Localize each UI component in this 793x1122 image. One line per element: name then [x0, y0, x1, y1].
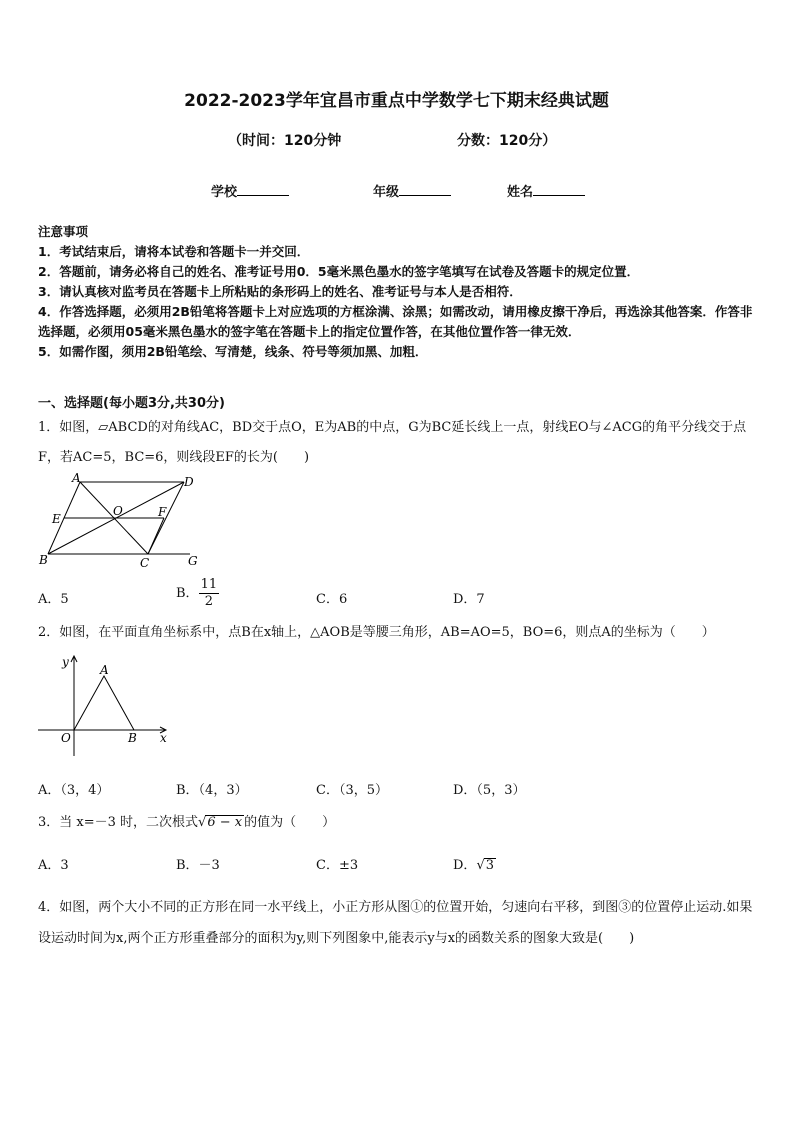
- q1-option-b-prefix: B．: [176, 586, 199, 601]
- fig2-label-a: A: [100, 663, 109, 677]
- fig1-label-e: E: [52, 512, 61, 526]
- fig2-label-x: x: [160, 731, 167, 745]
- q3-option-d[interactable]: [453, 854, 496, 873]
- exam-title: 2022-2023学年宜昌市重点中学数学七下期末经典试题: [184, 91, 609, 111]
- school-label: 学校: [211, 185, 238, 200]
- q2-option-b[interactable]: B．（4，3）: [176, 783, 248, 798]
- school-blank: [237, 182, 289, 196]
- question-1-figure: [36, 470, 206, 570]
- fig1-label-g: G: [188, 554, 198, 568]
- name-blank: [533, 182, 585, 196]
- notice-item-1: 1．考试结束后，请将本试卷和答题卡一并交回．: [38, 244, 310, 259]
- q3-option-d-radicand: 3: [485, 858, 495, 873]
- notice-item-3: 3．请认真核对监考员在答题卡上所粘贴的条形码上的姓名、准考证号与本人是否相符．: [38, 284, 522, 299]
- fig1-label-f: F: [158, 505, 167, 519]
- fig2-label-y: y: [62, 655, 69, 669]
- notice-item-5: 5．如需作图，须用2B铅笔绘、写清楚，线条、符号等须加黑、加粗．: [38, 344, 428, 359]
- notice-item-4: 4．作答选择题，必须用2B铅笔将答题卡上对应选项的方框涂满、涂黑；如需改动，请用橡皮擦干净后，再选涂其他答案．作答非选择题，必须用05毫米黑色墨水的签字笔在答题卡上的指定位置作答，在其他位置作答一律无效．: [38, 304, 753, 339]
- name-field: [507, 181, 585, 200]
- question-2-text: 2．如图，在平面直角坐标系中，点B在x轴上，△AOB是等腰三角形，AB=AO=5，BO=6，则点A的坐标为（ ）: [38, 625, 715, 640]
- grade-blank: [399, 182, 451, 196]
- grade-label: 年级: [373, 185, 400, 200]
- q2-option-d[interactable]: D．（5，3）: [453, 783, 526, 798]
- radical-sign-icon: √: [476, 858, 485, 873]
- question-1-text: 1．如图，▱ABCD的对角线AC，BD交于点O，E为AB的中点，G为BC延长线上一点，射线EO与∠ACG的角平分线交于点F，若AC=5，BC=6，则线段EF的长为( ): [38, 420, 747, 465]
- notice-item-2: 2．答题前，请务必将自己的姓名、准考证号用0．5毫米黑色墨水的签字笔填写在试卷及答题卡的规定位置．: [38, 264, 640, 279]
- q3-option-c[interactable]: C．±3: [316, 858, 359, 873]
- q1-option-d[interactable]: D．7: [453, 592, 485, 607]
- q3-option-a[interactable]: A．3: [38, 858, 69, 873]
- fig1-label-b: B: [39, 553, 48, 567]
- q3-radicand: 6 − x: [207, 815, 243, 830]
- grade-field: [373, 181, 451, 200]
- score-label: 分数：120分）: [457, 133, 557, 149]
- q1-option-b-numerator: 11: [200, 577, 218, 592]
- fig1-label-d: D: [184, 475, 194, 489]
- q3-text-before: 3．当 x=－3 时，二次根式: [38, 815, 199, 830]
- q1-option-a[interactable]: A．5: [38, 592, 69, 607]
- question-2-figure: [36, 648, 176, 758]
- fig2-label-o: O: [61, 731, 71, 745]
- fig1-label-c: C: [140, 556, 150, 570]
- q1-option-b[interactable]: [176, 577, 219, 610]
- q3-text-after: 的值为（ ）: [244, 815, 336, 830]
- notice-block: [38, 222, 760, 362]
- question-3-text: [38, 813, 763, 833]
- q3-option-b[interactable]: B．－3: [176, 858, 220, 873]
- notice-heading: 注意事项: [38, 224, 89, 239]
- time-label: （时间：120分钟: [228, 133, 342, 149]
- fig2-label-b: B: [128, 731, 137, 745]
- question-4-text: 4．如图，两个大小不同的正方形在同一水平线上，小正方形从图①的位置开始，匀速向右平移，到图③的位置停止运动.如果设运动时间为x,两个正方形重叠部分的面积为y,则下列图象中,能表示y与x的函数关系的图象大致是( ): [38, 900, 753, 946]
- q2-option-a[interactable]: A．（3，4）: [38, 783, 110, 798]
- section-heading-choice: 一、选择题(每小题3分,共30分): [38, 396, 225, 411]
- radical-sign-icon: √: [198, 815, 207, 830]
- fig1-label-o: O: [113, 504, 123, 518]
- q1-option-c[interactable]: C．6: [316, 592, 348, 607]
- school-field: [211, 181, 289, 200]
- q2-option-c[interactable]: C．（3，5）: [316, 783, 388, 798]
- name-label: 姓名: [507, 185, 534, 200]
- q1-option-b-denominator: 2: [204, 594, 213, 609]
- fig1-label-a: A: [72, 471, 81, 485]
- q3-option-d-prefix: D．: [453, 858, 477, 873]
- q1-option-b-fraction: [199, 577, 220, 610]
